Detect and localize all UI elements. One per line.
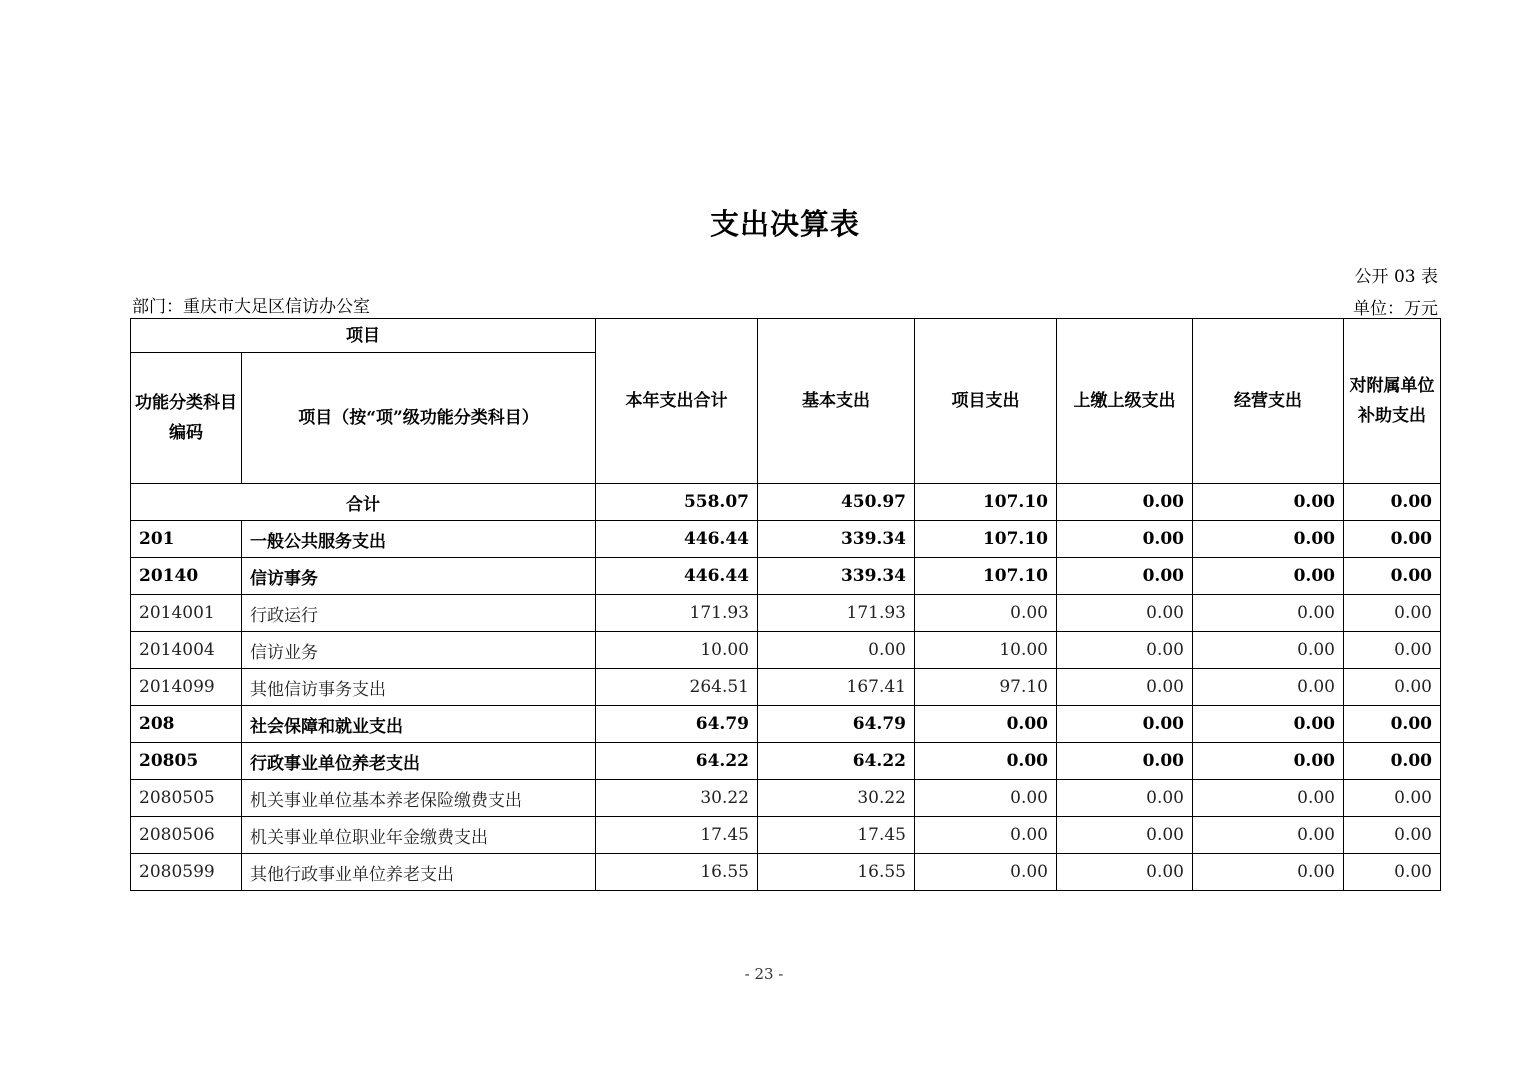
header-row-top: [131, 319, 1441, 353]
table-row: [131, 780, 1441, 817]
cell-code: 201: [131, 521, 242, 558]
cell-code: 2080506: [131, 817, 242, 854]
cell-total: 446.44: [596, 521, 758, 558]
cell-total: 64.79: [596, 706, 758, 743]
cell-subsidy: 0.00: [1344, 521, 1441, 558]
cell-business: 0.00: [1193, 595, 1344, 632]
cell-code: 20805: [131, 743, 242, 780]
cell-total: 558.07: [596, 484, 758, 521]
form-number: 公开 03 表: [1354, 267, 1438, 287]
cell-name: 其他信访事务支出: [242, 669, 596, 706]
cell-basic: 64.79: [758, 706, 915, 743]
header-item-group: 项目: [131, 319, 596, 353]
cell-project: 0.00: [915, 780, 1057, 817]
cell-project: 10.00: [915, 632, 1057, 669]
cell-basic: 171.93: [758, 595, 915, 632]
cell-total: 10.00: [596, 632, 758, 669]
cell-name: 社会保障和就业支出: [242, 706, 596, 743]
cell-subsidy: 0.00: [1344, 706, 1441, 743]
cell-code: 2014004: [131, 632, 242, 669]
cell-name: 行政运行: [242, 595, 596, 632]
cell-business: 0.00: [1193, 484, 1344, 521]
cell-basic: 17.45: [758, 817, 915, 854]
cell-business: 0.00: [1193, 817, 1344, 854]
cell-project: 0.00: [915, 743, 1057, 780]
cell-name: 行政事业单位养老支出: [242, 743, 596, 780]
cell-basic: 0.00: [758, 632, 915, 669]
cell-name: 信访事务: [242, 558, 596, 595]
unit-label: 单位：万元: [1353, 299, 1438, 319]
department-label: 部门：重庆市大足区信访办公室: [132, 297, 370, 317]
cell-basic: 339.34: [758, 558, 915, 595]
header-basic: 基本支出: [758, 319, 915, 484]
cell-business: 0.00: [1193, 854, 1344, 891]
table-row: [131, 521, 1441, 558]
table-row: [131, 595, 1441, 632]
cell-upper: 0.00: [1057, 706, 1193, 743]
cell-name: 其他行政事业单位养老支出: [242, 854, 596, 891]
cell-basic: 30.22: [758, 780, 915, 817]
cell-name: 一般公共服务支出: [242, 521, 596, 558]
cell-upper: 0.00: [1057, 669, 1193, 706]
header-upper: 上缴上级支出: [1057, 319, 1193, 484]
header-name: 项目（按“项”级功能分类科目）: [242, 353, 596, 484]
cell-business: 0.00: [1193, 743, 1344, 780]
table-row: [131, 706, 1441, 743]
cell-upper: 0.00: [1057, 484, 1193, 521]
cell-basic: 167.41: [758, 669, 915, 706]
table-row: [131, 669, 1441, 706]
cell-code: 20140: [131, 558, 242, 595]
cell-upper: 0.00: [1057, 817, 1193, 854]
cell-basic: 64.22: [758, 743, 915, 780]
table-row: [131, 558, 1441, 595]
cell-subsidy: 0.00: [1344, 632, 1441, 669]
cell-total: 16.55: [596, 854, 758, 891]
cell-business: 0.00: [1193, 632, 1344, 669]
total-row: [131, 484, 1441, 521]
cell-subsidy: 0.00: [1344, 854, 1441, 891]
cell-project: 97.10: [915, 669, 1057, 706]
header-subsidy: 对附属单位补助支出: [1344, 319, 1441, 484]
cell-project: 0.00: [915, 854, 1057, 891]
cell-basic: 450.97: [758, 484, 915, 521]
cell-business: 0.00: [1193, 521, 1344, 558]
cell-subsidy: 0.00: [1344, 817, 1441, 854]
cell-subsidy: 0.00: [1344, 743, 1441, 780]
cell-business: 0.00: [1193, 558, 1344, 595]
header-code: 功能分类科目编码: [131, 353, 242, 484]
cell-project: 107.10: [915, 558, 1057, 595]
cell-upper: 0.00: [1057, 854, 1193, 891]
cell-code: 2014001: [131, 595, 242, 632]
expenditure-table: [130, 318, 1441, 891]
cell-business: 0.00: [1193, 780, 1344, 817]
header-business: 经营支出: [1193, 319, 1344, 484]
cell-code: 2080505: [131, 780, 242, 817]
cell-business: 0.00: [1193, 706, 1344, 743]
table-row: [131, 743, 1441, 780]
cell-basic: 16.55: [758, 854, 915, 891]
cell-business: 0.00: [1193, 669, 1344, 706]
cell-upper: 0.00: [1057, 558, 1193, 595]
cell-project: 107.10: [915, 521, 1057, 558]
cell-project: 0.00: [915, 817, 1057, 854]
header-total: 本年支出合计: [596, 319, 758, 484]
cell-upper: 0.00: [1057, 632, 1193, 669]
cell-total: 446.44: [596, 558, 758, 595]
cell-subsidy: 0.00: [1344, 595, 1441, 632]
cell-name: 机关事业单位职业年金缴费支出: [242, 817, 596, 854]
cell-project: 0.00: [915, 706, 1057, 743]
table-row: [131, 632, 1441, 669]
cell-code: 208: [131, 706, 242, 743]
cell-project: 0.00: [915, 595, 1057, 632]
cell-upper: 0.00: [1057, 780, 1193, 817]
cell-upper: 0.00: [1057, 595, 1193, 632]
cell-project: 107.10: [915, 484, 1057, 521]
cell-total: 30.22: [596, 780, 758, 817]
cell-total: 64.22: [596, 743, 758, 780]
total-label: 合计: [131, 484, 596, 521]
header-project: 项目支出: [915, 319, 1057, 484]
cell-name: 机关事业单位基本养老保险缴费支出: [242, 780, 596, 817]
cell-code: 2014099: [131, 669, 242, 706]
page-title: 支出决算表: [709, 207, 860, 241]
cell-upper: 0.00: [1057, 743, 1193, 780]
cell-total: 264.51: [596, 669, 758, 706]
cell-subsidy: 0.00: [1344, 558, 1441, 595]
table-row: [131, 854, 1441, 891]
page-number: - 23 -: [744, 965, 784, 983]
cell-total: 17.45: [596, 817, 758, 854]
cell-total: 171.93: [596, 595, 758, 632]
cell-name: 信访业务: [242, 632, 596, 669]
cell-code: 2080599: [131, 854, 242, 891]
table-row: [131, 817, 1441, 854]
cell-subsidy: 0.00: [1344, 780, 1441, 817]
cell-basic: 339.34: [758, 521, 915, 558]
cell-upper: 0.00: [1057, 521, 1193, 558]
cell-subsidy: 0.00: [1344, 669, 1441, 706]
cell-subsidy: 0.00: [1344, 484, 1441, 521]
